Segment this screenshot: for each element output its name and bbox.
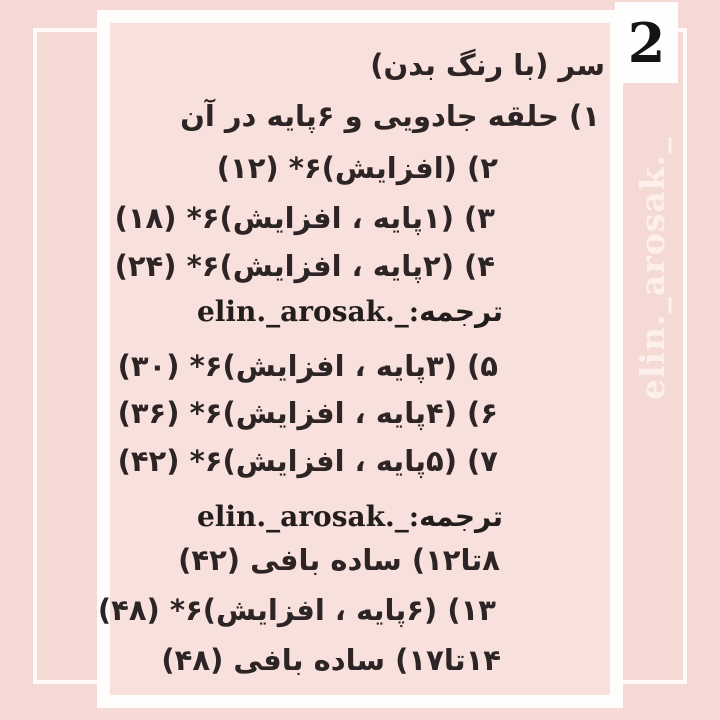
pattern-line-round-6: ۶) (۴پایه ، افزایش)۶* (۳۶) (117, 396, 498, 430)
pattern-line-round-5: ۵) (۳پایه ، افزایش)۶* (۳۰) (117, 349, 498, 383)
pattern-line-round-3: ۳) (۱پایه ، افزایش)۶* (۱۸) (114, 201, 495, 235)
translator-credit: elin._arosak._:ترجمه (196, 295, 503, 328)
section-heading: سر (با رنگ بدن) (370, 48, 605, 82)
pattern-line-round-8-12: ۸تا۱۲) ساده بافی (۴۲) (178, 543, 500, 577)
pattern-line-round-1: ۱) حلقه جادویی و ۶پایه در آن (180, 99, 600, 133)
pattern-line-round-2: ۲) (افزایش)۶* (۱۲) (216, 151, 498, 185)
page-number: 2 (627, 10, 666, 75)
pattern-line-round-14-17: ۱۴تا۱۷) ساده بافی (۴۸) (161, 643, 501, 677)
watermark-text: elin._arosak._ (633, 136, 672, 400)
translator-credit: elin._arosak._:ترجمه (196, 500, 503, 533)
pattern-line-round-13: ۱۳) (۶پایه ، افزایش)۶* (۴۸) (97, 593, 496, 627)
page-number-badge (615, 2, 678, 83)
pattern-line-round-4: ۴) (۲پایه ، افزایش)۶* (۲۴) (114, 249, 495, 283)
pattern-line-round-7: ۷) (۵پایه ، افزایش)۶* (۴۲) (117, 444, 498, 478)
